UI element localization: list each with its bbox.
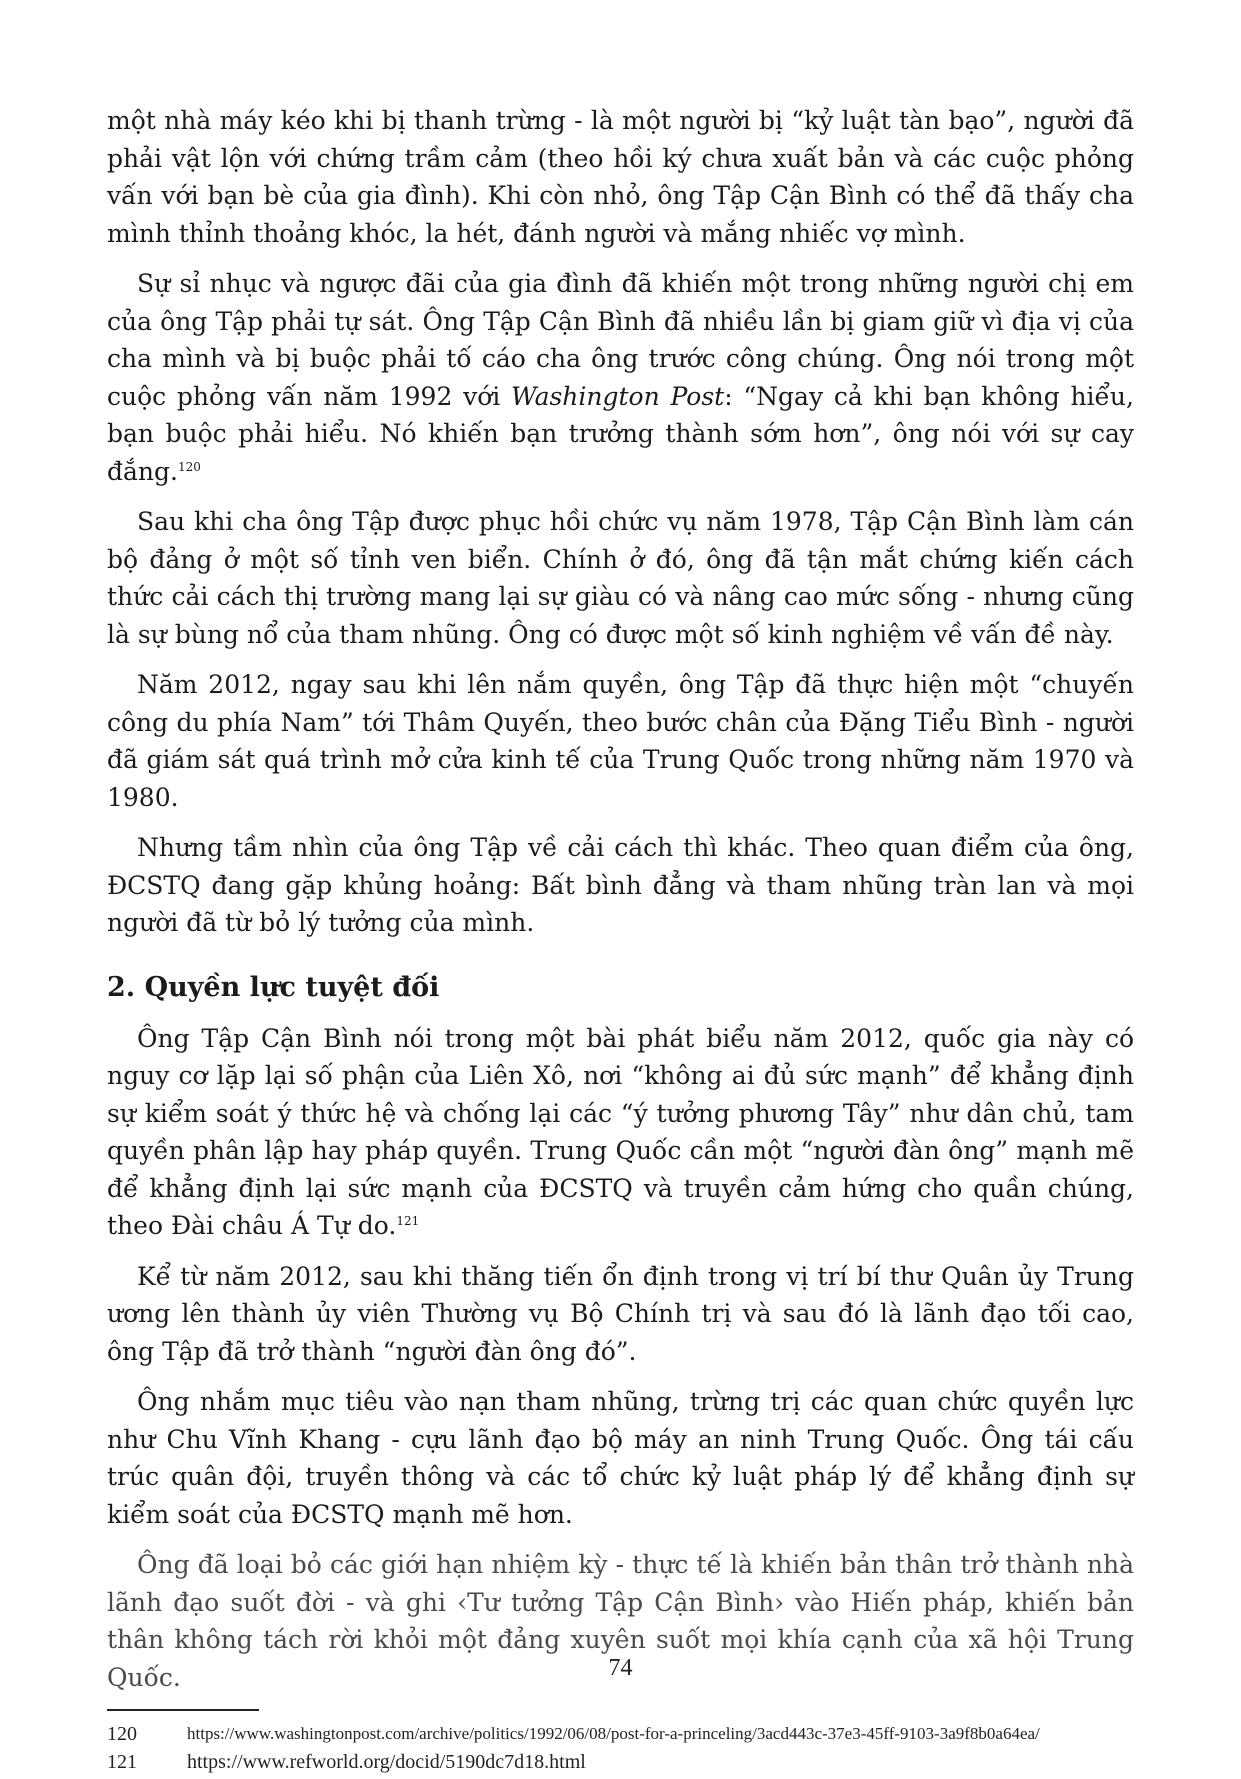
section-heading: 2. Quyền lực tuyệt đối: [107, 971, 440, 1003]
paragraph-4: Năm 2012, ngay sau khi lên nắm quyền, ông Tập đã thực hiện một “chuyến công du phía Nam” tới Thâm Quyến, theo bước chân của Đặng Tiểu Bình - người đã giám sát quá trình mở cửa kinh tế của Trung Quốc trong những năm 1970 và 1980.: [107, 670, 1134, 812]
paragraph-9: Ông đã loại bỏ các giới hạn nhiệm kỳ - thực tế là khiến bản thân trở thành nhà lãnh đạo suốt đời - và ghi ‹Tư tưởng Tập Cận Bình› vào Hiến pháp, khiến bản thân không tách rời khỏi một đảng xuyên suốt mọi khía cạnh của xã hội Trung Quốc.: [107, 1550, 1134, 1692]
footnote-link[interactable]: https://www.refworld.org/docid/5190dc7d18.html: [187, 1751, 586, 1773]
paragraph-2: [107, 265, 1134, 490]
footnote-ref-120[interactable]: 120: [177, 459, 201, 474]
paragraph-2-text-b: : “Ngay cả khi bạn không hiểu, bạn buộc phải hiểu. Nó khiến bạn trưởng thành sớm hơn”, ông nói với sự cay đắng.: [107, 381, 1134, 486]
publication-title: Washington Post: [511, 381, 725, 411]
paragraph-8: Ông nhắm mục tiêu vào nạn tham nhũng, trừng trị các quan chức quyền lực như Chu Vĩnh Khang - cựu lãnh đạo bộ máy an ninh Trung Quốc. Ông tái cấu trúc quân đội, truyền thông và các tổ chức kỷ luật pháp lý để khẳng định sự kiểm soát của ĐCSTQ mạnh mẽ hơn.: [107, 1387, 1134, 1529]
page-number: 74: [608, 1655, 633, 1681]
footnote-120: [107, 1723, 1134, 1745]
paragraph-5: Nhưng tầm nhìn của ông Tập về cải cách thì khác. Theo quan điểm của ông, ĐCSTQ đang gặp khủng hoảng: Bất bình đẳng và tham nhũng tràn lan và mọi người đã từ bỏ lý tưởng của mình.: [107, 833, 1134, 937]
footnote-ref-121[interactable]: 121: [396, 1214, 420, 1228]
footnote-number: 121: [107, 1751, 137, 1773]
page-body: [107, 102, 1134, 1779]
footnote-divider: [107, 1709, 259, 1711]
paragraph-6: [107, 1020, 1134, 1245]
paragraph-2-text-a: Sự sỉ nhục và ngược đãi của gia đình đã khiến một trong những người chị em của ông Tập phải tự sát. Ông Tập Cận Bình đã nhiều lần bị giam giữ vì địa vị của cha mình và bị buộc phải tố cáo cha ông trước công chúng. Ông nói trong một cuộc phỏng vấn năm 1992 với: [107, 269, 1134, 411]
paragraph-1: một nhà máy kéo khi bị thanh trừng - là một người bị “kỷ luật tàn bạo”, người đã phải vật lộn với chứng trầm cảm (theo hồi ký chưa xuất bản và các cuộc phỏng vấn với bạn bè của gia đình). Khi còn nhỏ, ông Tập Cận Bình có thể đã thấy cha mình thỉnh thoảng khóc, la hét, đánh người và mắng nhiếc vợ mình.: [107, 106, 1134, 248]
paragraph-7: Kể từ năm 2012, sau khi thăng tiến ổn định trong vị trí bí thư Quân ủy Trung ương lên thành ủy viên Thường vụ Bộ Chính trị và sau đó là lãnh đạo tối cao, ông Tập đã trở thành “người đàn ông đó”.: [107, 1261, 1134, 1366]
paragraph-3: Sau khi cha ông Tập được phục hồi chức vụ năm 1978, Tập Cận Bình làm cán bộ đảng ở một số tỉnh ven biển. Chính ở đó, ông đã tận mắt chứng kiến cách thức cải cách thị trường mang lại sự giàu có và nâng cao mức sống - nhưng cũng là sự bùng nổ của tham nhũng. Ông có được một số kinh nghiệm về vấn đề này.: [107, 507, 1134, 649]
footnote-link[interactable]: https://www.washingtonpost.com/archive/politics/1992/06/08/post-for-a-princeling/3acd443c-37e3-45ff-9103-3a9f8b0a64ea/: [187, 1724, 1040, 1743]
footnote-121: [107, 1751, 1134, 1773]
footnote-number: 120: [107, 1723, 137, 1745]
paragraph-6-text: Ông Tập Cận Bình nói trong một bài phát biểu năm 2012, quốc gia này có nguy cơ lặp lại số phận của Liên Xô, nơi “không ai đủ sức mạnh” để khẳng định sự kiểm soát ý thức hệ và chống lại các “ý tưởng phương Tây” như dân chủ, tam quyền phân lập hay pháp quyền. Trung Quốc cần một “người đàn ông” mạnh mẽ để khẳng định lại sức mạnh của ĐCSTQ và truyền cảm hứng cho quần chúng, theo Đài châu Á Tự do.: [107, 1023, 1134, 1240]
